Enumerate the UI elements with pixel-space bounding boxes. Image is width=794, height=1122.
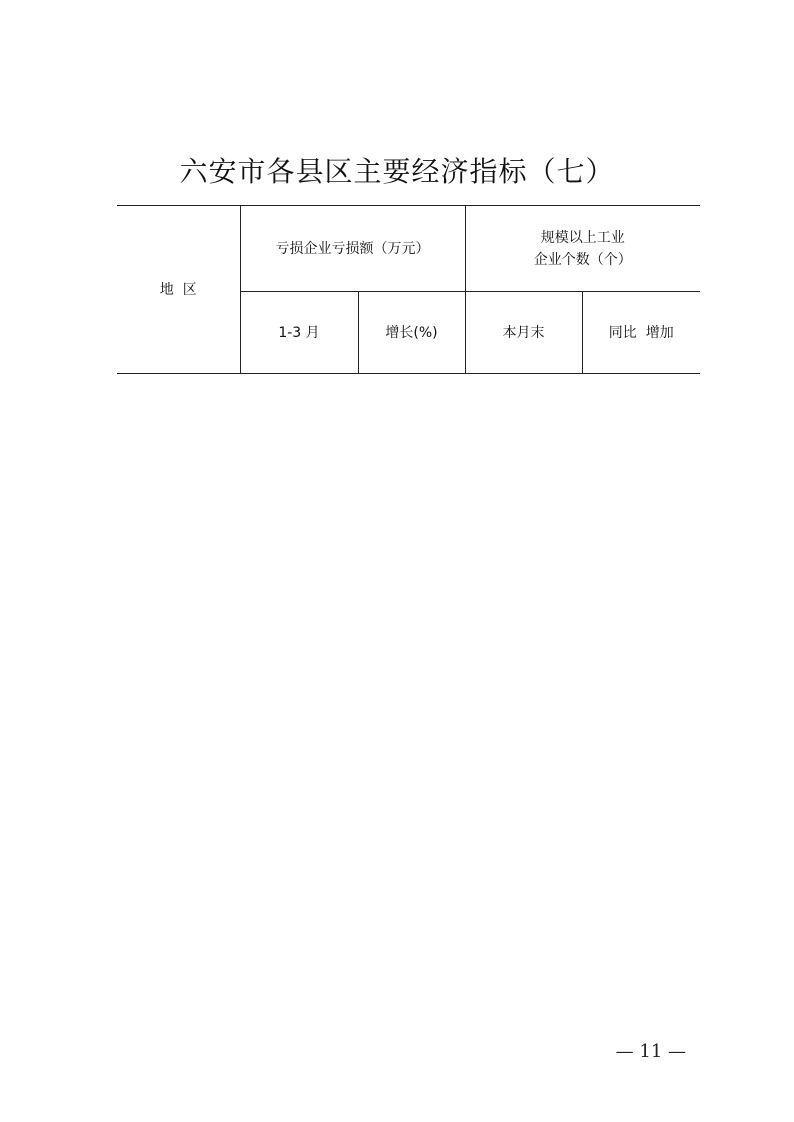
page-title: 六安市各县区主要经济指标（七） bbox=[179, 155, 615, 188]
enterprise-count-header-cell bbox=[465, 206, 700, 292]
region-header-cell bbox=[117, 206, 240, 374]
subheader-label-month-end: 本月末 bbox=[502, 324, 545, 341]
subheader-cell-month-end bbox=[465, 292, 582, 374]
subheader-cell-yoy-increase bbox=[582, 292, 700, 374]
enterprise-count-header-line-2: 企业个数（个） bbox=[533, 251, 632, 268]
page-number: — 11 — bbox=[615, 1041, 686, 1062]
region-header-label: 地 区 bbox=[159, 281, 197, 298]
loss-amount-header-cell bbox=[240, 206, 465, 292]
enterprise-count-header-line-1: 规模以上工业 bbox=[540, 229, 625, 246]
table-header-row bbox=[117, 206, 700, 292]
subheader-cell-growth bbox=[358, 292, 465, 374]
subheader-label-yoy-increase: 同比 增加 bbox=[608, 324, 674, 341]
subheader-label-growth: 增长(%) bbox=[385, 324, 438, 341]
loss-amount-header-label: 亏损企业亏损额（万元） bbox=[275, 240, 430, 257]
subheader-cell-jan-mar bbox=[240, 292, 358, 374]
economic-indicators-table bbox=[117, 205, 700, 374]
subheader-label-jan-mar: 1-3 月 bbox=[278, 324, 320, 341]
